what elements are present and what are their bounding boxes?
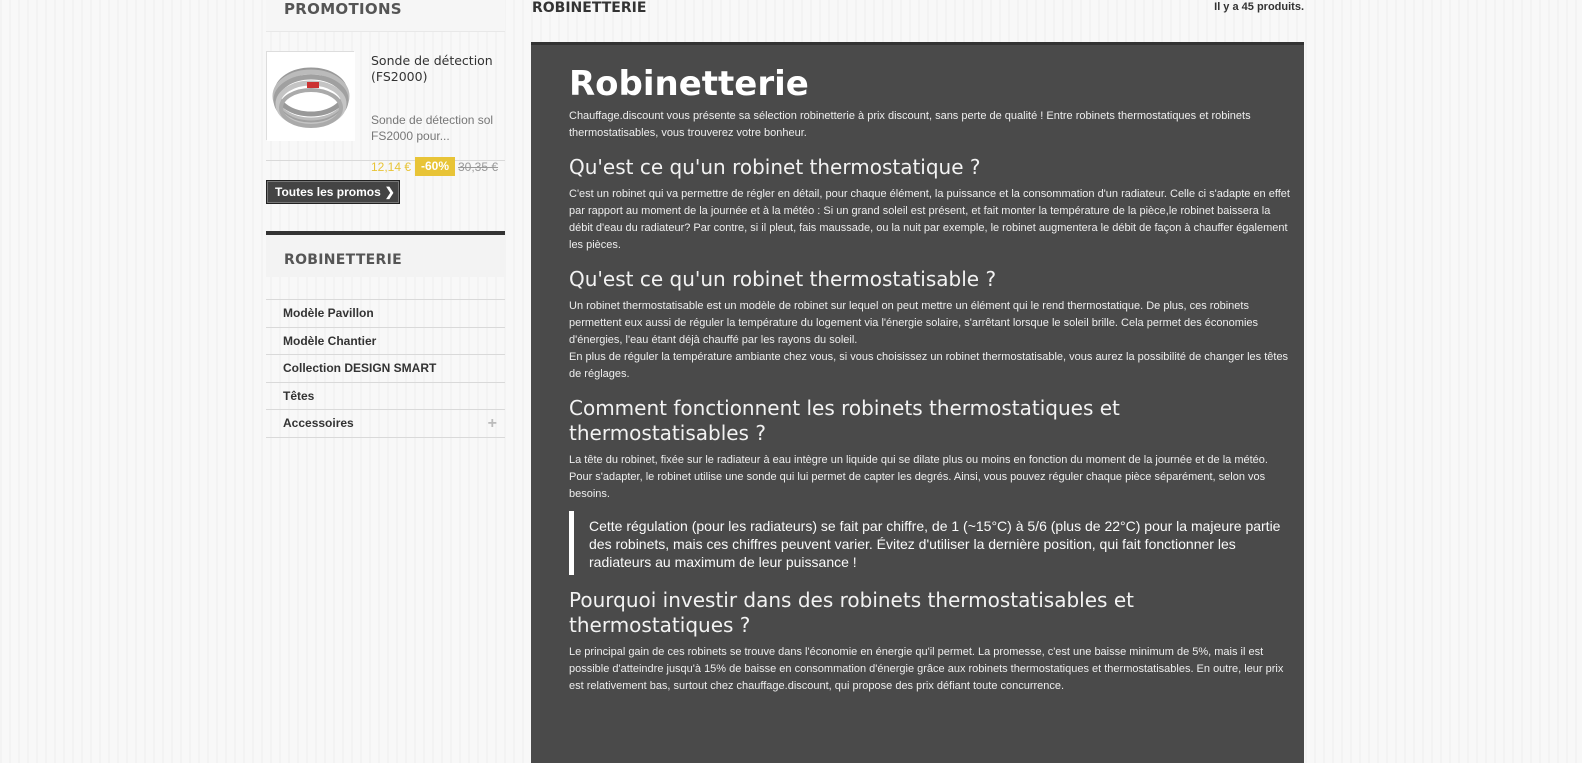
category-description bbox=[531, 42, 1304, 763]
category-item-collection-design-smart[interactable] bbox=[266, 355, 505, 383]
expand-plus-icon[interactable]: + bbox=[487, 415, 497, 432]
category-item-accessoires[interactable] bbox=[266, 410, 505, 438]
section-text: Le principal gain de ces robinets se trouve dans l'économie en énergie qu'il permet. La promesse, c'est une baisse minimum de 5%, mais il est possible d'atteindre jusqu'à 15% de baisse en consommation d'énergie grâce aux robinets thermostatiques et thermostatisables. En outre, leur prix est relativement bas, surtout chez chauffage.discount, qui propose des prix défiant toute concurrence. bbox=[569, 646, 1284, 692]
promotions-header bbox=[266, 0, 505, 32]
category-label: Accessoires bbox=[283, 416, 354, 430]
section-text: La tête du robinet, fixée sur le radiateur à eau intègre un liquide qui se dilate plus ou moins en fonction du moment de la journée et de la météo. Pour s'adapter, le robinet utilise une sonde qui lui permet de capter les degrés. Ainsi, vous pouvez réguler chaque pièce séparément, selon vos besoins. bbox=[569, 454, 1268, 500]
product-count: Il y a 45 produits. bbox=[1214, 1, 1304, 13]
intro-text: Chauffage.discount vous présente sa sélection robinetterie à prix discount, sans perte de qualité ! Entre robinets thermostatiques et robinets thermostatisables, vous trouverez votre bonheur. bbox=[569, 110, 1251, 139]
category-item-modele-chantier[interactable] bbox=[266, 328, 505, 356]
promotions-title: PROMOTIONS bbox=[284, 0, 402, 18]
product-thumbnail[interactable] bbox=[266, 51, 354, 140]
category-item-modele-pavillon[interactable] bbox=[266, 300, 505, 328]
category-label: Collection DESIGN SMART bbox=[283, 361, 437, 375]
page-title: ROBINETTERIE bbox=[532, 0, 647, 16]
category-label: Têtes bbox=[283, 388, 315, 403]
section-heading: Qu'est ce qu'un robinet thermostatisable ? bbox=[569, 267, 997, 291]
chevron-right-icon: ❯ bbox=[384, 185, 395, 199]
category-header bbox=[266, 231, 505, 277]
all-promos-button[interactable] bbox=[266, 180, 400, 204]
category-label: Modèle Chantier bbox=[283, 333, 377, 348]
section-heading: Comment fonctionnent les robinets thermostatiques et thermostatisables ? bbox=[569, 396, 1120, 445]
section-heading: Qu'est ce qu'un robinet thermostatique ? bbox=[569, 155, 981, 179]
discount-badge: -60% bbox=[415, 157, 455, 176]
category-title: ROBINETTERIE bbox=[284, 252, 402, 268]
promo-price: 12,14 € bbox=[371, 160, 412, 174]
old-price: 30,35 € bbox=[458, 160, 499, 174]
section-text: C'est un robinet qui va permettre de régler en détail, pour chaque élément, la puissance et la consommation d'un radiateur. Celle ci s'adapte en effet par rapport au moment de la journée et à la météo : Si un grand soleil est présent, et fait monter la température de la pièce,le robinet baissera la débit d'eau du radiateur? Par contre, si il pleut, fais maussade, ou la nuit par exemple, le robinet augmentera le débit de façon à chauffer également les pièces. bbox=[569, 188, 1290, 251]
promo-product bbox=[266, 32, 505, 174]
category-list bbox=[266, 299, 505, 438]
section-text: Un robinet thermostatisable est un modèle de robinet sur lequel on peut mettre un élément qui le rend thermostatique. De plus, ces robinets permettent eux aussi de réguler la température du logement via l'énergie solaire, s'arrêtant lorsque le soleil brille. Cela permet des économies d'énergies, l'eau étant déjà chauffé par les rayons du soleil. bbox=[569, 300, 1259, 346]
promo-product-description: Sonde de détection sol FS2000 pour... bbox=[371, 113, 494, 143]
promo-product-name[interactable]: Sonde de détection (FS2000) bbox=[371, 53, 493, 84]
section-heading: Pourquoi investir dans des robinets thermostatisables et thermostatiques ? bbox=[569, 588, 1134, 637]
all-promos-label: Toutes les promos bbox=[275, 185, 381, 199]
section-text: En plus de réguler la température ambiante chez vous, si vous choisissez un robinet thermostatisable, vous aurez la possibilité de changer les têtes de réglages. bbox=[569, 351, 1289, 380]
content-heading: Robinetterie bbox=[569, 64, 809, 104]
category-item-tetes[interactable] bbox=[266, 383, 505, 411]
blockquote: Cette régulation (pour les radiateurs) se fait par chiffre, de 1 (~15°C) à 5/6 (plus de 22°C) pour la majeure partie des robinets, mais ces chiffres peuvent varier. Évitez d'utiliser la dernière position, qui fait fonctionner les radiateurs au maximum de leur puissance ! bbox=[569, 511, 1289, 575]
category-label: Modèle Pavillon bbox=[283, 306, 374, 320]
sidebar bbox=[266, 0, 505, 432]
category-block bbox=[266, 231, 505, 432]
